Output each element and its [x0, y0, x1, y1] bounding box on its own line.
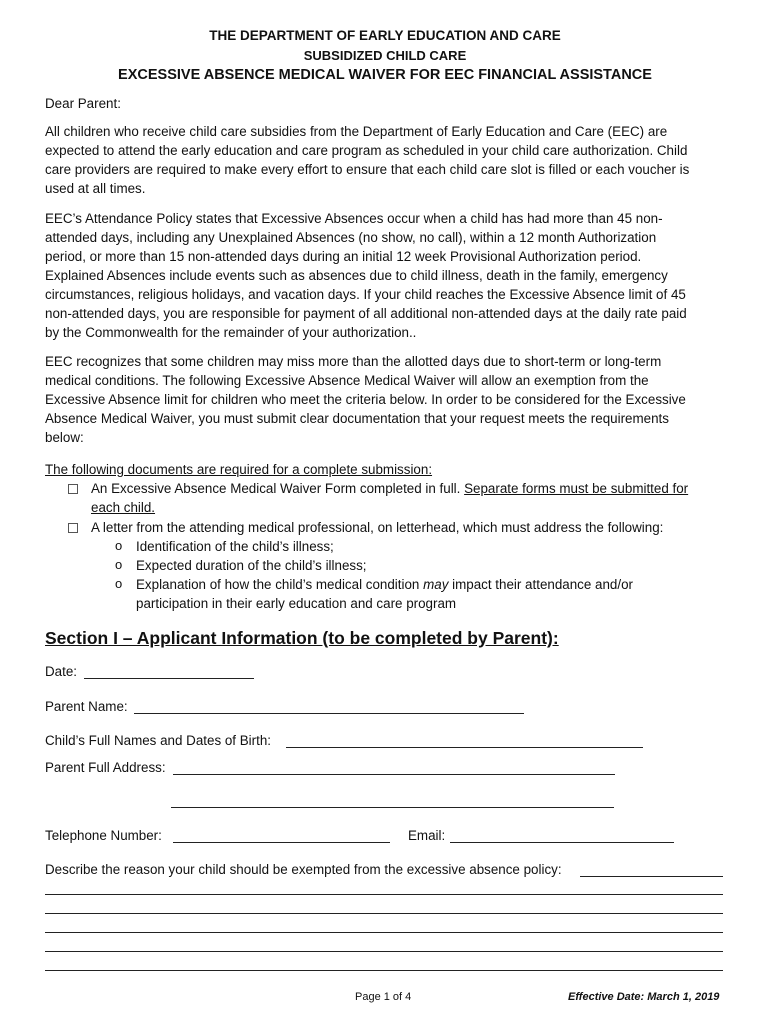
checkbox-icon: [68, 484, 78, 494]
paragraph-line: Excessive Absence limit for children who meet the criteria below. In order to be considered for the Excessive: [45, 392, 686, 407]
paragraph-line: medical conditions. The following Excessive Absence Medical Waiver will allow an exemption from the: [45, 373, 649, 388]
letter-requirement: Expected duration of the child’s illness;: [136, 558, 367, 573]
letter-requirement: Identification of the child’s illness;: [136, 539, 334, 554]
department-heading: THE DEPARTMENT OF EARLY EDUCATION AND CARE: [209, 28, 561, 43]
paragraph-line: Absence Medical Waiver, you must submit clear documentation that your request meets the requirements: [45, 411, 669, 426]
parent-name-label: Parent Name:: [45, 699, 128, 714]
address-field-line-2[interactable]: [171, 807, 614, 808]
salutation: Dear Parent:: [45, 96, 121, 111]
paragraph-line: EEC’s Attendance Policy states that Excessive Absences occur when a child has had more than 45 non-: [45, 211, 663, 226]
form-title: EXCESSIVE ABSENCE MEDICAL WAIVER FOR EEC FINANCIAL ASSISTANCE: [118, 67, 652, 83]
letter-requirement-continued: participation in their early education and care program: [136, 596, 457, 611]
paragraph-line: EEC recognizes that some children may miss more than the allotted days due to short-term or long-term: [45, 354, 662, 369]
paragraph-line: by the Commonwealth for the remainder of your authorization..: [45, 325, 417, 340]
effective-date: Effective Date: March 1, 2019: [568, 991, 720, 1003]
child-names-field[interactable]: [286, 747, 643, 748]
address-field[interactable]: [173, 774, 615, 775]
checkbox-icon: [68, 523, 78, 533]
paragraph-line: expected to attend the early education and care program as scheduled in your child care authorization. Child: [45, 143, 688, 158]
paragraph-line: below:: [45, 430, 84, 445]
reason-field-line[interactable]: [45, 970, 723, 971]
telephone-label: Telephone Number:: [45, 828, 162, 843]
sub-bullet-icon: o: [115, 538, 123, 553]
address-label: Parent Full Address:: [45, 760, 166, 775]
reason-label: Describe the reason your child should be exempted from the excessive absence policy:: [45, 862, 562, 877]
date-label: Date:: [45, 664, 78, 679]
letter-requirement: Explanation of how the child’s medical condition may impact their attendance and/or: [136, 577, 634, 592]
sub-bullet-icon: o: [115, 576, 123, 591]
email-label: Email:: [408, 828, 446, 843]
paragraph-line: attended days, including any Unexplained Absences (no show, no call), within a 12 month Authorization: [45, 230, 657, 245]
paragraph-line: period, or more than 15 non-attended days during an initial 12 week Provisional Authorization period.: [45, 249, 642, 264]
sub-bullet-icon: o: [115, 557, 123, 572]
reason-field-line[interactable]: [45, 932, 723, 933]
parent-name-field[interactable]: [134, 713, 524, 714]
telephone-field[interactable]: [173, 842, 390, 843]
paragraph-line: circumstances, religious holidays, and vacation days. If your child reaches the Excessive Absence limit of 45: [45, 287, 686, 302]
required-item-letter: A letter from the attending medical professional, on letterhead, which must address the following:: [91, 520, 664, 535]
reason-field-line[interactable]: [45, 951, 723, 952]
required-documents-heading: The following documents are required for a complete submission:: [45, 462, 433, 477]
program-heading: SUBSIDIZED CHILD CARE: [303, 48, 467, 63]
reason-field[interactable]: [580, 876, 723, 877]
email-field[interactable]: [450, 842, 674, 843]
paragraph-line: used at all times.: [45, 181, 146, 196]
paragraph-line: non-attended days, you are responsible for payment of all additional non-attended days at the daily rate paid: [45, 306, 687, 321]
required-item-form: An Excessive Absence Medical Waiver Form completed in full. Separate forms must be submitted for: [91, 481, 689, 496]
paragraph-line: care providers are required to make every effort to ensure that each child care slot is filled or each voucher is: [45, 162, 690, 177]
date-field[interactable]: [84, 678, 254, 679]
page-number: Page 1 of 4: [355, 991, 412, 1003]
section-title: Section I – Applicant Information (to be completed by Parent):: [45, 628, 559, 648]
reason-field-line[interactable]: [45, 894, 723, 895]
reason-field-line[interactable]: [45, 913, 723, 914]
child-names-label: Child’s Full Names and Dates of Birth:: [45, 733, 271, 748]
paragraph-line: All children who receive child care subsidies from the Department of Early Education and Care (EEC) are: [45, 124, 668, 139]
required-item-form-note: each child.: [91, 500, 156, 515]
paragraph-line: Explained Absences include events such as absences due to child illness, death in the family, emergency: [45, 268, 668, 283]
